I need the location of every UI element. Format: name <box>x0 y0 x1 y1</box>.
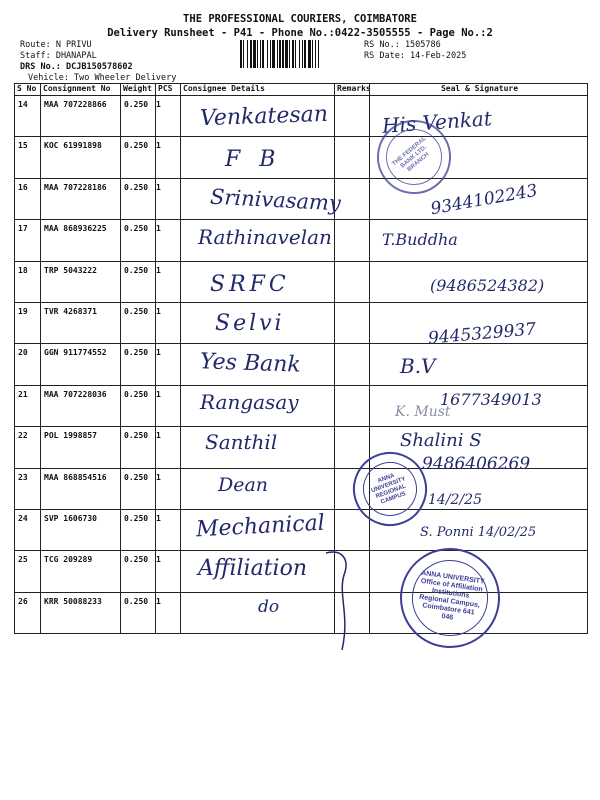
runsheet-meta-left <box>20 40 176 84</box>
anna-stamp-2-text: ANNA UNIVERSITY Office of Affiliation Institutions Regional Campus, Coimbatore 641 046 <box>407 555 493 641</box>
weight-cell: 0.250 <box>121 551 156 592</box>
signature: (9486524382) <box>430 276 545 295</box>
table-body <box>15 96 588 634</box>
rs-date: RS Date: 14-Feb-2025 <box>364 51 467 61</box>
handwritten-consignee: Rathinavelan <box>198 225 332 249</box>
pcs-cell: 1 <box>156 551 181 592</box>
consignment-cell: KRR 50088233 <box>41 592 121 633</box>
consignment-cell: MAA 868936225 <box>41 220 121 261</box>
remarks-cell <box>335 302 370 343</box>
handwritten-consignee: SRFC <box>210 272 290 297</box>
pcs-cell: 1 <box>156 385 181 426</box>
handwritten-consignee: Selvi <box>215 311 285 336</box>
rs-number: RS No.: 1505786 <box>364 40 441 50</box>
weight-cell: 0.250 <box>121 178 156 219</box>
signature: His Venkat <box>381 106 493 138</box>
remarks-cell <box>335 137 370 178</box>
handwritten-consignee: Rangasay <box>200 390 299 414</box>
consignment-cell: MAA 707228866 <box>41 96 121 137</box>
vehicle-label: Vehicle: Two Wheeler Delivery <box>28 73 177 83</box>
sno-cell: 20 <box>15 344 41 385</box>
affiliation-scribble <box>320 545 360 655</box>
pcs-cell: 1 <box>156 302 181 343</box>
sno-cell: 19 <box>15 302 41 343</box>
route-label: Route: N PRIVU <box>20 40 92 50</box>
sno-cell: 26 <box>15 592 41 633</box>
table-row <box>15 592 588 633</box>
consignment-cell: TVR 4268371 <box>41 302 121 343</box>
runsheet-meta-right <box>364 40 466 62</box>
handwritten-consignee: F B <box>225 147 282 172</box>
delivery-table <box>14 83 588 634</box>
consignment-cell: TRP 5043222 <box>41 261 121 302</box>
signature: B.V <box>400 354 436 378</box>
sno-cell: 18 <box>15 261 41 302</box>
signature: 9344102243 <box>429 180 540 220</box>
consignment-cell: GGN 911774552 <box>41 344 121 385</box>
weight-cell: 0.250 <box>121 385 156 426</box>
sno-cell: 22 <box>15 427 41 468</box>
remarks-cell <box>335 96 370 137</box>
table-row <box>15 468 588 509</box>
runsheet-subtitle: Delivery Runsheet - P41 - Phone No.:0422-3505555 - Page No.:2 <box>107 27 493 39</box>
handwritten-consignee: Yes Bank <box>199 349 302 378</box>
consignment-cell: TCG 209289 <box>41 551 121 592</box>
consignment-cell: POL 1998857 <box>41 427 121 468</box>
header-weight: Weight <box>121 84 156 96</box>
weight-cell: 0.250 <box>121 592 156 633</box>
header-consignee: Consignee Details <box>181 84 335 96</box>
sno-cell: 21 <box>15 385 41 426</box>
weight-cell: 0.250 <box>121 468 156 509</box>
pcs-cell: 1 <box>156 592 181 633</box>
sno-cell: 17 <box>15 220 41 261</box>
sno-cell: 15 <box>15 137 41 178</box>
signature: T.Buddha <box>382 230 458 249</box>
staff-label: Staff: DHANAPAL <box>20 51 97 61</box>
consignment-cell: MAA 868854516 <box>41 468 121 509</box>
pcs-cell: 1 <box>156 509 181 550</box>
signature: 9486406269 <box>422 454 531 474</box>
signature: K. Must <box>395 404 451 420</box>
sno-cell: 25 <box>15 551 41 592</box>
weight-cell: 0.250 <box>121 509 156 550</box>
handwritten-consignee: Mechanical <box>195 510 326 543</box>
weight-cell: 0.250 <box>121 96 156 137</box>
weight-cell: 0.250 <box>121 261 156 302</box>
table-header-row <box>15 84 588 96</box>
anna-stamp-1-text: ANNA UNIVERSITY REGIONAL CAMPUS <box>355 454 424 523</box>
weight-cell: 0.250 <box>121 344 156 385</box>
pcs-cell: 1 <box>156 178 181 219</box>
federal-bank-stamp-text: THE FEDERAL BANK LTD. BRANCH <box>375 118 454 197</box>
handwritten-consignee: Srinivasamy <box>209 184 342 216</box>
signature: 14/2/25 <box>428 492 482 508</box>
signature: S. Ponni 14/02/25 <box>420 525 537 540</box>
pcs-cell: 1 <box>156 220 181 261</box>
consignment-cell: KOC 61991898 <box>41 137 121 178</box>
table-row <box>15 137 588 178</box>
pcs-cell: 1 <box>156 261 181 302</box>
consignment-cell: MAA 707228186 <box>41 178 121 219</box>
signature: 1677349013 <box>440 390 542 409</box>
remarks-cell <box>335 261 370 302</box>
table-row <box>15 344 588 385</box>
sno-cell: 23 <box>15 468 41 509</box>
sno-cell: 14 <box>15 96 41 137</box>
handwritten-consignee: Dean <box>218 474 269 496</box>
pcs-cell: 1 <box>156 427 181 468</box>
barcode-image <box>240 40 352 68</box>
handwritten-consignee: Affiliation <box>198 556 307 581</box>
header-remarks: Remarks <box>335 84 370 96</box>
remarks-cell <box>335 220 370 261</box>
pcs-cell: 1 <box>156 137 181 178</box>
sno-cell: 24 <box>15 509 41 550</box>
weight-cell: 0.250 <box>121 137 156 178</box>
handwritten-consignee: Venkatesan <box>199 101 329 132</box>
weight-cell: 0.250 <box>121 302 156 343</box>
header-seal-signature: Seal & Signature <box>370 84 588 96</box>
handwritten-consignee: Santhil <box>205 430 278 454</box>
handwritten-consignee: do <box>258 597 280 617</box>
consignment-cell: MAA 707228036 <box>41 385 121 426</box>
company-title: THE PROFESSIONAL COURIERS, COIMBATORE <box>183 13 417 25</box>
signature: 9445329937 <box>427 319 537 349</box>
remarks-cell <box>335 344 370 385</box>
header-pcs: PCS <box>156 84 181 96</box>
header-consignment: Consignment No <box>41 84 121 96</box>
header-sno: S No <box>15 84 41 96</box>
drs-number: DRS No.: DCJB150578602 <box>20 62 133 72</box>
pcs-cell: 1 <box>156 96 181 137</box>
weight-cell: 0.250 <box>121 220 156 261</box>
pcs-cell: 1 <box>156 468 181 509</box>
weight-cell: 0.250 <box>121 427 156 468</box>
consignment-cell: SVP 1606730 <box>41 509 121 550</box>
remarks-cell <box>335 385 370 426</box>
sno-cell: 16 <box>15 178 41 219</box>
signature: Shalini S <box>400 430 482 451</box>
pcs-cell: 1 <box>156 344 181 385</box>
